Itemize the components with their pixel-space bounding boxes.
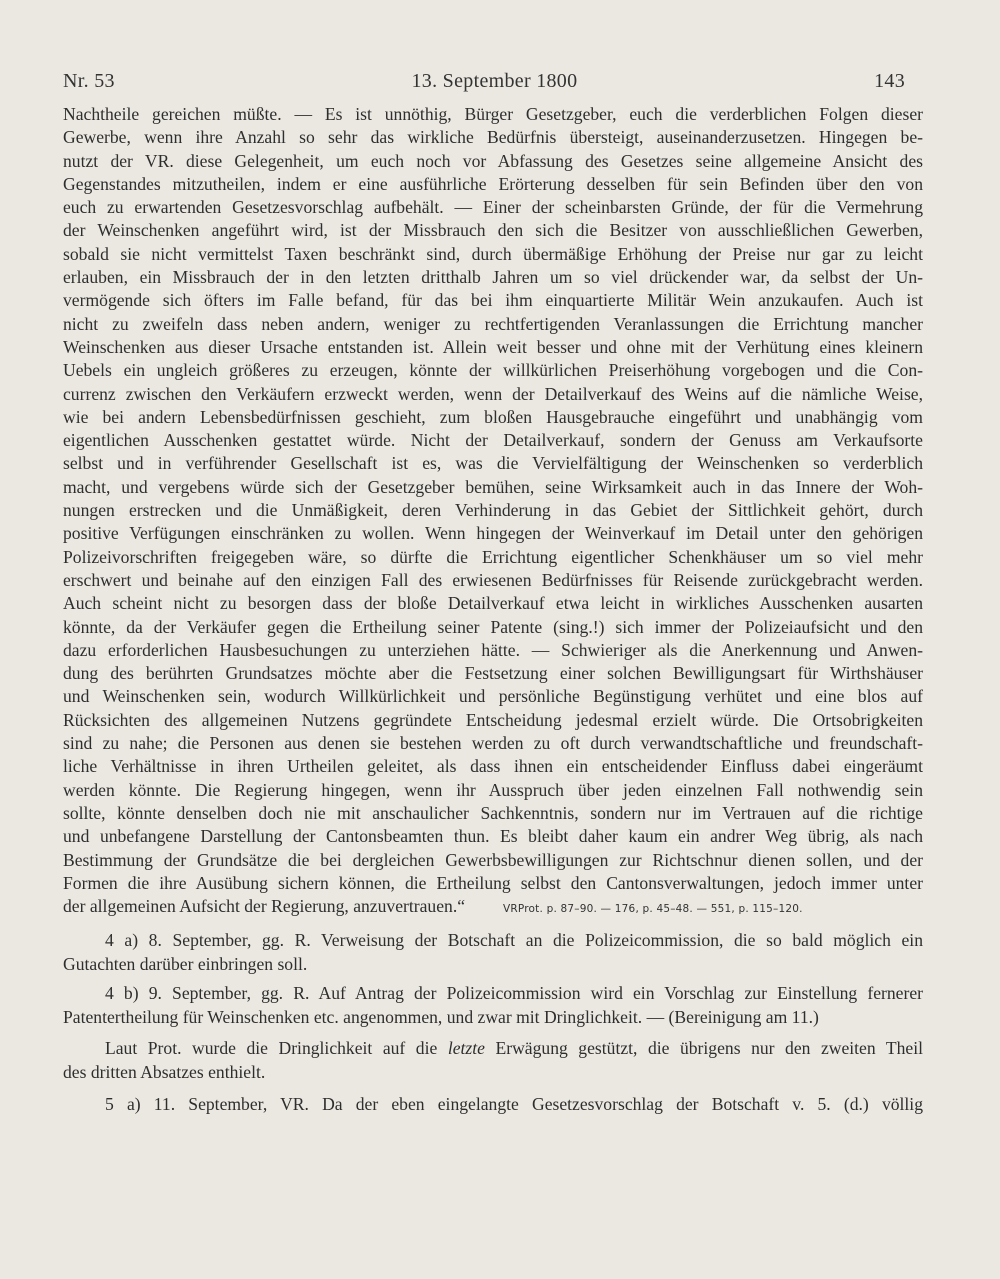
text-line: nungen erstrecken und die Unmäßigkeit, deren Verhinderung in das Gebiet der Sittlichkeit gehört, durch: [63, 500, 923, 521]
text-line: liche Verhältnisse in ihren Urtheilen geleitet, als dass ihnen ein entscheidender Einfluss dabei eingeräumt: [63, 756, 923, 777]
paragraph-5a-line-1: 5 a) 11. September, VR. Da der eben eingelangte Gesetzesvorschlag der Botschaft v. 5. (d.) völlig: [105, 1094, 923, 1114]
document-number: Nr. 53: [63, 70, 115, 92]
text-line: Polizeivorschriften freigegeben wäre, so dürfte die Errichtung eigentlicher Schenkhäuser um so viel mehr: [63, 546, 923, 567]
text-line: nutzt der VR. diese Gelegenheit, um euch noch vor Abfassung des Gesetzes seine allgemeine Ansicht des: [63, 150, 923, 171]
text-line: positive Verfügungen einschränken zu wollen. Wenn hingegen der Weinverkauf im Detail unter den gehörigen: [63, 523, 923, 544]
text-line: erschwert und beinahe auf den einzigen Fall des erwiesenen Bedürfnisses für Reisende zurückgebracht werden.: [63, 569, 923, 590]
text-line: und unbefangene Darstellung der Cantonsbeamten thun. Es bleibt daher kaum ein andrer Weg übrig, als nach: [63, 826, 923, 847]
paragraph-4b-line-2: Patentertheilung für Weinschenken etc. angenommen, und zwar mit Dringlichkeit. — (Bereinigung am 11.): [63, 1006, 819, 1027]
text-line-final: [63, 895, 923, 918]
text-line: vermögende sich öfters im Falle befand, für das bei ihm einquartierte Militär Wein anzukaufen. Auch ist: [63, 290, 923, 311]
text-line: dazu erforderlichen Hausbesuchungen zu unterziehen hätte. — Schwieriger als die Anerkennung und Anwen-: [63, 639, 923, 660]
text-line: Auch scheint nicht zu besorgen dass der bloße Detailverkauf etwa leicht in wirkliches Ausschenken ausarten: [63, 593, 923, 614]
header-date: 13. September 1800: [411, 70, 578, 92]
text-line: Nachtheile gereichen müßte. — Es ist unnöthig, Bürger Gesetzgeber, euch die verderblichen Folgen dieser: [63, 104, 923, 124]
text-line: sobald sie nicht vermittelst Taxen beschränkt sind, durch übermäßige Erhöhung der Preise nur gar zu leicht: [63, 243, 923, 264]
text-line: Bestimmung der Grundsätze die bei dergleichen Gewerbsbewilligungen zur Richtschnur dienen sollen, und der: [63, 849, 923, 870]
text-line: sollte, könnte denselben doch nie mit anschaulicher Sachkenntnis, sondern nur im Vertrauen auf die richtige: [63, 802, 923, 823]
text-line: selbst und in verführender Gesellschaft ist es, was die Vervielfältigung der Weinschenken so verderblich: [63, 453, 923, 474]
text-line: werden könnte. Die Regierung hingegen, wenn ihr Ausspruch über jeden einzelnen Fall nothwendig sein: [63, 779, 923, 800]
text-line: der Weinschenken angeführt wird, ist der Missbrauch den sich die Besitzer von ausschließlichen Gewerben,: [63, 220, 923, 241]
final-line-text: der allgemeinen Aufsicht der Regierung, anzuvertrauen.“: [63, 896, 466, 917]
protocol-reference: VRProt. p. 87–90. — 176, p. 45–48. — 551, p. 115–120.: [503, 903, 803, 916]
text-line: Weinschenken aus dieser Ursache entstanden ist. Allein weit besser und ohne mit der Verhütung eines kleinern: [63, 336, 923, 357]
paragraph-4a-line-1: 4 a) 8. September, gg. R. Verweisung der Botschaft an die Polizeicommission, die so bald möglich ein: [105, 930, 923, 950]
paragraph-4a: [63, 929, 923, 976]
text-line: Uebels ein ungleich größeres zu erzeugen, könnte der willkürlichen Preiserhöhung vorgebogen und die Con-: [63, 360, 923, 381]
paragraph-4b: [63, 982, 923, 1029]
note-text-before: Laut Prot. wurde die Dringlichkeit auf die: [105, 1038, 448, 1058]
text-line: und Weinschenken sein, wodurch Willkürlichkeit und persönliche Begünstigung verhütet und eine blos auf: [63, 686, 923, 707]
text-line: macht, und vergebens würde sich der Gesetzgeber bemühen, seine Wirksamkeit auch in das Innere der Woh-: [63, 476, 923, 497]
text-line: eigentlichen Ausschenken gestattet würde. Nicht der Detailverkauf, sondern der Genuss am Verkaufsorte: [63, 430, 923, 451]
text-line: euch zu erwartenden Gesetzesvorschlag aufbehält. — Einer der scheinbarsten Gründe, der für die Vermehrung: [63, 197, 923, 218]
note-line-1: [63, 1037, 923, 1061]
text-line: dung des berührten Grundsatzes möchte aber die Festsetzung einer solchen Bewilligungsart für Wirthshäuser: [63, 663, 923, 684]
text-line: currenz zwischen den Verkäufern erzweckt werden, wenn der Detailverkauf des Weins auf die nämliche Weise,: [63, 383, 923, 404]
text-line: Gegenstandes mitzutheilen, indem er eine ausführliche Erörterung desselben für sein Befinden über den von: [63, 173, 923, 194]
page-header: [63, 70, 905, 93]
text-line: sind zu nahe; die Personen aus denen sie bestehen werden zu oft durch verwandtschaftliche und freundschaft-: [63, 733, 923, 754]
note-line-2: des dritten Absatzes enthielt.: [63, 1061, 266, 1082]
paragraph-5a: [63, 1093, 923, 1117]
note-italic-word: letzte: [447, 1038, 485, 1058]
paragraph-4b-line-1: 4 b) 9. September, gg. R. Auf Antrag der Polizeicommission wird ein Vorschlag zur Einstellung fernerer: [105, 983, 923, 1003]
text-line: wie bei andern Lebensbedürfnissen geschieht, zum bloßen Hausgebrauche eingeführt und unabhängig vom: [63, 406, 923, 427]
note-text-after: Erwägung gestützt, die übrigens nur den zweiten Theil: [484, 1038, 923, 1058]
paragraph-4a-line-2: Gutachten darüber einbringen soll.: [63, 953, 308, 974]
text-line: Gewerbe, wenn ihre Anzahl so sehr das wirkliche Bedürfnis übersteigt, auseinanderzusetzen. Hingegen be-: [63, 127, 923, 148]
page-number: 143: [874, 70, 905, 92]
note-paragraph: [63, 1037, 923, 1084]
text-line: erlauben, ein Missbrauch der in den letzten dritthalb Jahren um so viel drückender war, da selbst der Un-: [63, 267, 923, 288]
main-text-block: [63, 103, 923, 918]
text-line: könnte, da der Verkäufer gegen die Ertheilung seiner Patente (sing.!) sich immer der Polizeiaufsicht und den: [63, 616, 923, 637]
text-line: Rücksichten des allgemeinen Nutzens gegründete Entscheidung jedesmal erzielt würde. Die Ortsobrigkeiten: [63, 709, 923, 730]
text-line: nicht zu zweifeln dass neben andern, weniger zu rechtfertigenden Veranlassungen die Errichtung mancher: [63, 313, 923, 334]
text-line: Formen die ihre Ausübung sichern können, die Ertheilung selbst den Cantonsverwaltungen, jedoch immer unter: [63, 872, 923, 893]
